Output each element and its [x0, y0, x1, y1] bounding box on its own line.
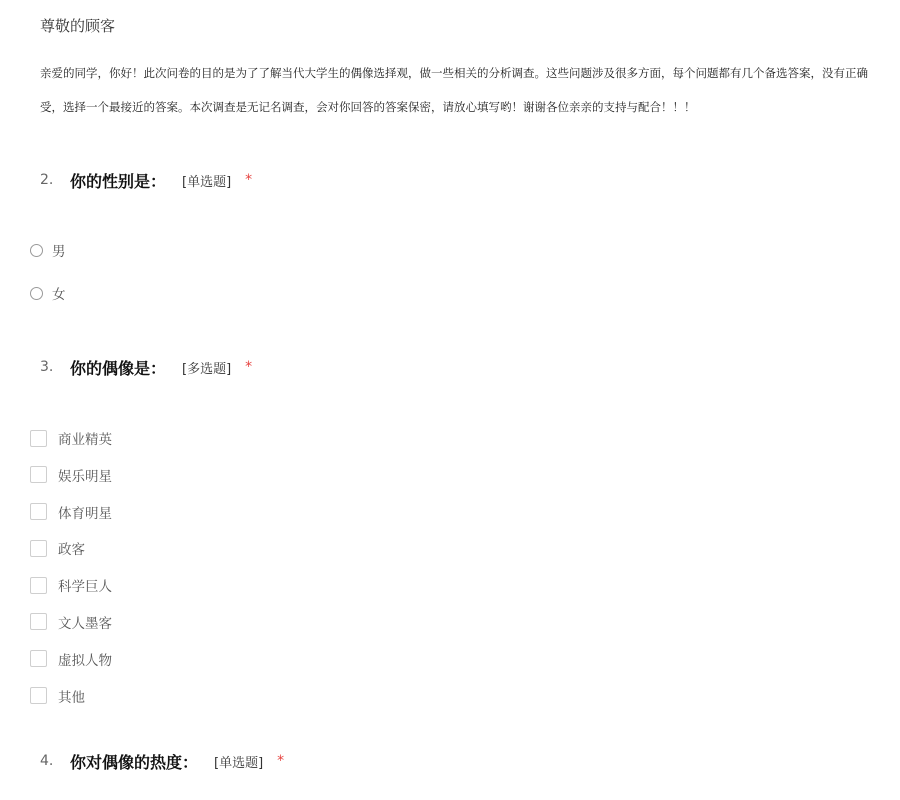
question-header [40, 168, 860, 192]
question-idol-fandom [40, 749, 860, 773]
checkbox[interactable] [30, 613, 47, 630]
question-number: 2. [40, 172, 54, 188]
option-label: 女 [52, 287, 66, 303]
question-gender [40, 168, 860, 192]
checkbox[interactable] [30, 466, 47, 483]
question-title: 你对偶像的热度： [70, 752, 199, 772]
question-header [40, 749, 860, 773]
option-female[interactable] [30, 283, 66, 303]
option-entertainment-star[interactable] [30, 465, 112, 485]
checkbox[interactable] [30, 577, 47, 594]
option-sports-star[interactable] [30, 502, 112, 522]
page-title: 尊敬的顾客 [40, 17, 116, 35]
question-idol [40, 355, 860, 379]
checkbox[interactable] [30, 430, 47, 447]
option-label: 文人墨客 [58, 615, 112, 632]
checkbox[interactable] [30, 650, 47, 667]
option-label: 其他 [58, 689, 85, 706]
option-label: 体育明星 [58, 505, 112, 522]
question-title: 你的性别是： [70, 171, 167, 191]
option-label: 虚拟人物 [58, 652, 112, 669]
question-header [40, 355, 860, 379]
checkbox[interactable] [30, 503, 47, 520]
option-male[interactable] [30, 240, 66, 260]
option-label: 政客 [58, 542, 85, 559]
option-label: 男 [52, 244, 66, 260]
required-marker: * [245, 172, 253, 188]
idol-options [30, 428, 112, 706]
option-business-elite[interactable] [30, 428, 112, 448]
option-other[interactable] [30, 686, 112, 706]
radio-button[interactable] [30, 244, 43, 257]
question-type-label: [多选题] [182, 361, 232, 377]
question-number: 4. [40, 753, 54, 769]
required-marker: * [245, 359, 253, 375]
question-title: 你的偶像是： [70, 358, 167, 378]
intro-text [40, 56, 900, 124]
option-virtual-character[interactable] [30, 649, 112, 669]
gender-options [30, 240, 66, 303]
radio-button[interactable] [30, 287, 43, 300]
intro-line-1: 亲爱的同学，你好！此次问卷的目的是为了了解当代大学生的偶像选择观，做一些相关的分析调查。这些问题涉及很多方面，每个问题都有几个备选答案，没有正确 [40, 66, 868, 80]
checkbox[interactable] [30, 687, 47, 704]
checkbox[interactable] [30, 540, 47, 557]
question-number: 3. [40, 359, 54, 375]
option-label: 娱乐明星 [58, 468, 112, 485]
option-politician[interactable] [30, 538, 112, 558]
question-type-label: [单选题] [182, 174, 232, 190]
option-literati[interactable] [30, 612, 112, 632]
question-type-label: [单选题] [214, 755, 264, 771]
option-label: 商业精英 [58, 432, 112, 448]
intro-line-2: 受，选择一个最接近的答案。本次调查是无记名调查，会对你回答的答案保密，请放心填写哟！谢谢各位亲亲的支持与配合！！！ [40, 100, 696, 114]
option-scientist[interactable] [30, 575, 112, 595]
required-marker: * [277, 753, 285, 769]
option-label: 科学巨人 [58, 579, 112, 596]
